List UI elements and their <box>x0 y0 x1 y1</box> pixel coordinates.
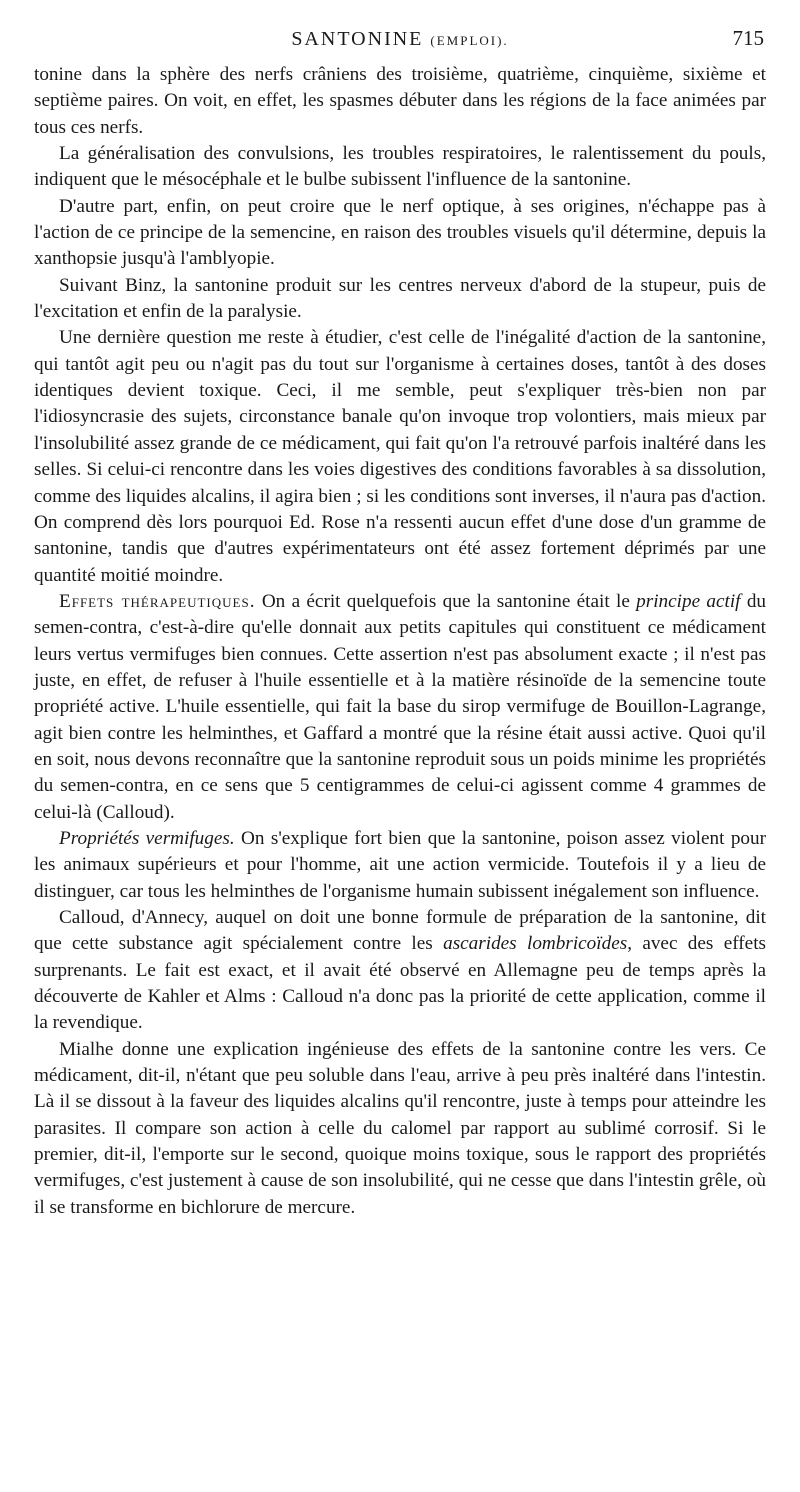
subsection-heading: Propriétés vermifuges. <box>59 827 235 849</box>
paragraph: Suivant Binz, la santonine produit sur les centres nerveux d'abord de la stupeur, puis de l'excitation et enfin de la paralysie. <box>34 274 766 323</box>
paragraph: Effets thérapeutiques. On a écrit quelquefois que la santonine était le principe actif du semen-contra, c'est-à-dire qu'elle donnait aux petits capitules qui constituent ce médicament leurs vertus vermifuges bien connues. Cette assertion n'est pas absolument exacte ; il n'est pas juste, en effet, de refuser à l'huile essentielle et à la matière résinoïde de la semencine toute propriété active. L'huile essentielle, qui fait la base du sirop vermifuge de Bouillon-Lagrange, agit bien contre les helminthes, et Gaffard a montré que la résine était aussi active. Quoi qu'il en soit, nous devons reconnaître que la santonine reproduit sous un poids minime les propriétés du semen-contra, en ce sens que 5 centigrammes de celui-ci agissent comme 4 grammes de celui-là (Calloud). <box>34 590 767 823</box>
paragraph: D'autre part, enfin, on peut croire que le nerf optique, à ses origines, n'échappe pas à l'action de ce principe de la semencine, en raison des troubles visuels qu'il détermine, depuis la xanthopsie jusqu'à l'amblyopie. <box>34 195 766 270</box>
emphasis: ascarides lombricoïdes <box>443 933 628 955</box>
body-text <box>34 62 766 1221</box>
page-header <box>32 26 768 56</box>
running-title <box>32 28 768 51</box>
running-title-subtitle: (EMPLOI). <box>430 33 509 48</box>
paragraph: La généralisation des convulsions, les troubles respiratoires, le ralentissement du pouls, indiquent que le mésocéphale et le bulbe subissent l'influence de la santonine. <box>34 143 766 191</box>
running-title-main: SANTONINE <box>291 28 424 50</box>
page-number: 715 <box>732 26 764 50</box>
paragraph: Propriétés vermifuges. On s'explique fort bien que la santonine, poison assez violent pour les animaux supérieurs et pour l'homme, ait une action vermicide. Toutefois il y a lieu de distinguer, car tous les helminthes de l'organisme humain subissent inégalement son influence. <box>34 827 766 902</box>
paragraph: Calloud, d'Annecy, auquel on doit une bonne formule de préparation de la santonine, dit que cette substance agit spécialement contre les ascarides lombricoïdes, avec des effets surprenants. Le fait est exact, et il avait été observé en Allemagne peu de temps après la découverte de Kahler et Alms : Calloud n'a donc pas la priorité de cette application, comme il la revendique. <box>34 907 766 1034</box>
paragraph: tonine dans la sphère des nerfs crâniens des troisième, quatrième, cinquième, sixième et septième paires. On voit, en effet, les spasmes débuter dans les régions de la face animées par tous ces nerfs. <box>34 64 766 138</box>
emphasis: principe actif <box>636 590 741 612</box>
paragraph: Une dernière question me reste à étudier, c'est celle de l'inégalité d'action de la santonine, qui tantôt agit peu ou n'agit pas du tout sur l'organisme à certaines doses, tantôt à des doses identiques devient toxique. Ceci, il me semble, peut s'expliquer très-bien non par l'idiosyncrasie des sujets, circonstance banale qu'on invoque trop volontiers, mais mieux par l'insolubilité assez grande de ce médicament, qui fait qu'on l'a retrouvé parfois inaltéré dans les selles. Si celui-ci rencontre dans les voies digestives des conditions favorables à sa dissolution, comme des liquides alcalins, il agira bien ; si les conditions sont inverses, il n'aura pas d'action. On comprend dès lors pourquoi Ed. Rose n'a ressenti aucun effet d'une dose d'un gramme de santonine, tandis que d'autres expérimentateurs ont été assez fortement déprimés par une quantité moitié moindre. <box>34 327 766 586</box>
paragraph: Mialhe donne une explication ingénieuse des effets de la santonine contre les vers. Ce médicament, dit-il, n'étant que peu soluble dans l'eau, arrive à peu près inaltéré dans l'intestin. Là il se dissout à la faveur des liquides alcalins qu'il rencontre, juste à temps pour atteindre les parasites. Il compare son action à celle du calomel par rapport au sublimé corrosif. Si le premier, dit-il, l'emporte sur le second, quoique moins toxique, sous le rapport des propriétés vermifuges, c'est justement à cause de son insolubilité, qui ne cesse que dans l'intestin grêle, où il se transforme en bichlorure de mercure. <box>34 1038 766 1218</box>
section-heading: Effets thérapeutiques. <box>59 590 256 612</box>
